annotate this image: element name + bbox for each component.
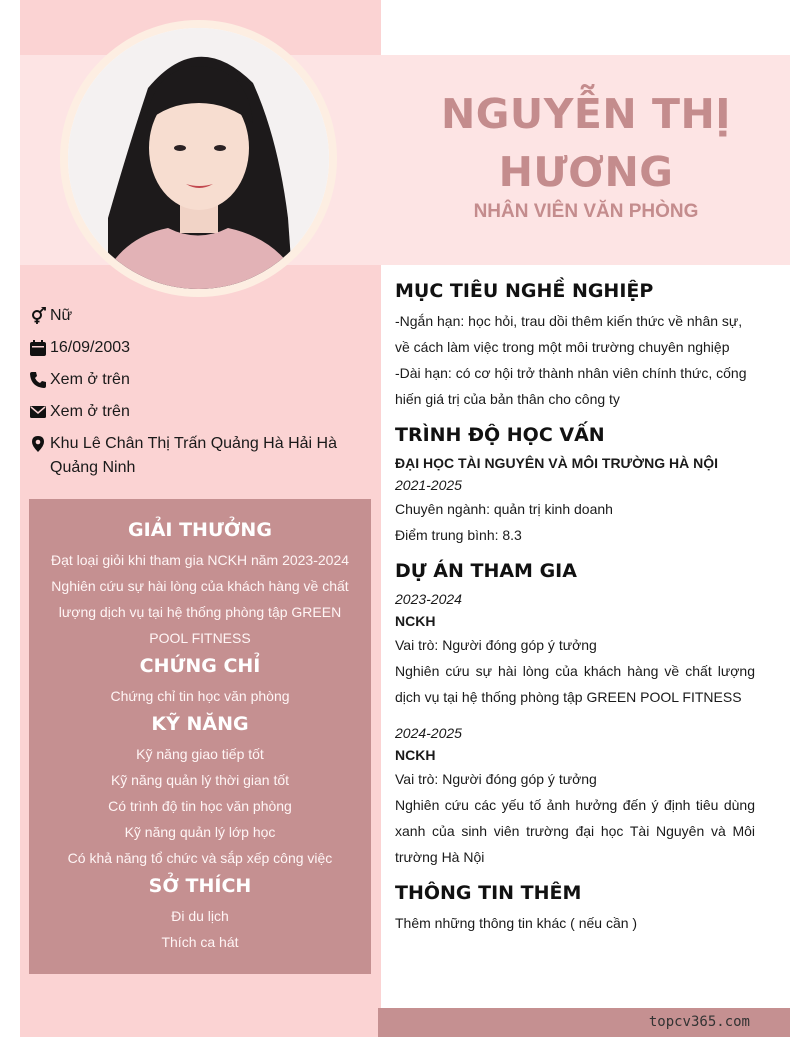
extra-text: Thêm những thông tin khác ( nếu cần ): [395, 915, 638, 931]
education-period: 2021-2025: [395, 477, 462, 493]
phone-icon: [28, 368, 48, 392]
hobby-item: Đi du lịch: [171, 908, 229, 924]
skills-section: [29, 711, 371, 871]
objective-title: MỤC TIÊU NGHỀ NGHIỆP: [395, 280, 654, 302]
contact-gender: [28, 304, 358, 328]
contact-list: [28, 304, 358, 488]
gender-icon: [28, 304, 48, 328]
project-description: Nghiên cứu các yếu tố ảnh hưởng đến ý định tiêu dùng xanh của sinh viên trường đại học Tài Nguyên và Môi trường Hà Nội: [395, 797, 755, 865]
skills-title: KỸ NĂNG: [151, 713, 249, 735]
hobbies-section: [29, 873, 371, 955]
full-name-line1: NGUYỄN THỊ: [440, 90, 732, 138]
project-item: [395, 722, 755, 870]
contact-email: [28, 400, 358, 424]
objective-long: -Dài hạn: có cơ hội trở thành nhân viên chính thức, cống hiến giá trị của bản thân cho công ty: [395, 365, 747, 407]
name-block: [382, 85, 790, 223]
project-period: 2024-2025: [395, 725, 462, 741]
watermark: topcv365.com: [648, 1014, 750, 1030]
projects-title: DỰ ÁN THAM GIA: [395, 560, 577, 582]
skill-item: Kỹ năng quản lý lớp học: [124, 824, 276, 840]
award-item: Đạt loại giỏi khi tham gia NCKH năm 2023-2024: [50, 552, 350, 568]
education-major: Chuyên ngành: quản trị kinh doanh: [395, 501, 613, 517]
main-content: [395, 278, 755, 946]
certificate-item: Chứng chỉ tin học văn phòng: [110, 688, 290, 704]
skill-item: Kỹ năng giao tiếp tốt: [136, 746, 264, 762]
project-period: 2023-2024: [395, 591, 462, 607]
hobby-item: Thích ca hát: [161, 934, 239, 950]
education-title: TRÌNH ĐỘ HỌC VẤN: [395, 424, 605, 446]
email-text: Xem ở trên: [50, 403, 130, 420]
extra-title: THÔNG TIN THÊM: [395, 882, 582, 904]
education-section: [395, 422, 755, 548]
contact-dob: [28, 336, 358, 360]
project-name: NCKH: [395, 613, 436, 629]
project-item: [395, 588, 755, 710]
project-name: NCKH: [395, 747, 436, 763]
address-text: Khu Lê Chân Thị Trấn Quảng Hà Hải Hà Quảng Ninh: [50, 435, 337, 476]
objective-short: -Ngắn hạn: học hỏi, trau dồi thêm kiến thức về nhân sự, về cách làm việc trong một môi trường chuyên nghiệp: [395, 313, 743, 355]
project-role: Vai trò: Người đóng góp ý tưởng: [395, 637, 597, 653]
phone-text: Xem ở trên: [50, 371, 130, 388]
awards-section: [29, 517, 371, 651]
skill-item: Có trình độ tin học văn phòng: [108, 798, 292, 814]
hobbies-title: SỞ THÍCH: [148, 875, 252, 897]
project-role: Vai trò: Người đóng góp ý tưởng: [395, 771, 597, 787]
objective-section: [395, 278, 755, 412]
skill-item: Có khả năng tổ chức và sắp xếp công việc: [67, 850, 333, 866]
certificates-section: [29, 653, 371, 709]
job-title: NHÂN VIÊN VĂN PHÒNG: [473, 201, 699, 222]
gender-text: Nữ: [50, 307, 73, 324]
side-info-box: [29, 499, 371, 974]
award-item: Nghiên cứu sự hài lòng của khách hàng về chất lượng dịch vụ tại hệ thống phòng tập GREEN POOL FITNESS: [51, 578, 349, 646]
calendar-icon: [28, 336, 48, 360]
full-name-line2: HƯƠNG: [498, 148, 674, 196]
awards-title: GIẢI THƯỞNG: [128, 519, 272, 541]
contact-phone: [28, 368, 358, 392]
profile-photo-frame: [60, 20, 337, 297]
footer-band: [378, 1008, 790, 1037]
projects-section: [395, 558, 755, 870]
extra-section: [395, 880, 755, 936]
school-name: ĐẠI HỌC TÀI NGUYÊN VÀ MÔI TRƯỜNG HÀ NỘI: [395, 455, 719, 471]
certificates-title: CHỨNG CHỈ: [139, 655, 261, 677]
profile-photo: [68, 28, 329, 289]
project-description: Nghiên cứu sự hài lòng của khách hàng về chất lượng dịch vụ tại hệ thống phòng tập GREEN POOL FITNESS: [395, 663, 755, 705]
location-pin-icon: [28, 432, 48, 456]
dob-text: 16/09/2003: [50, 339, 131, 356]
education-gpa: Điểm trung bình: 8.3: [395, 527, 522, 543]
mail-icon: [28, 400, 48, 424]
skill-item: Kỹ năng quản lý thời gian tốt: [110, 772, 290, 788]
contact-address: [28, 432, 358, 480]
